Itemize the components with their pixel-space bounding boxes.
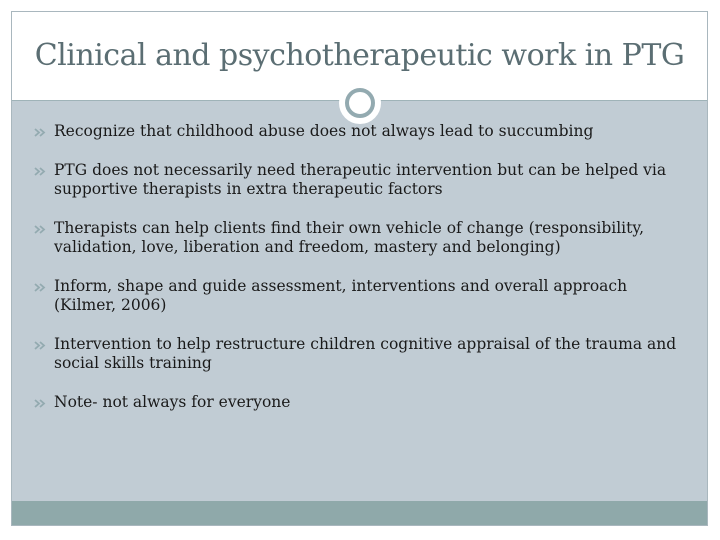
bullet-list bbox=[34, 122, 694, 432]
bullet-item bbox=[34, 277, 694, 315]
bullet-item bbox=[34, 122, 694, 141]
bullet-text: PTG does not necessarily need therapeutic intervention but can be helped via supportive therapists in extra therapeutic factors bbox=[54, 161, 667, 198]
double-arrow-bullet-icon bbox=[34, 128, 48, 137]
double-arrow-bullet-icon bbox=[34, 283, 48, 292]
bullet-text: Note- not always for everyone bbox=[54, 393, 291, 411]
bullet-text: Inform, shape and guide assessment, interventions and overall approach (Kilmer, 2006) bbox=[54, 277, 628, 314]
double-arrow-bullet-icon bbox=[34, 399, 48, 408]
double-arrow-bullet-icon bbox=[34, 341, 48, 350]
bullet-item bbox=[34, 219, 694, 257]
slide bbox=[11, 11, 708, 526]
bullet-item bbox=[34, 393, 694, 412]
footer-bar bbox=[12, 501, 707, 525]
bullet-item bbox=[34, 161, 694, 199]
bullet-item bbox=[34, 335, 694, 373]
bullet-text: Recognize that childhood abuse does not always lead to succumbing bbox=[54, 122, 594, 140]
double-arrow-bullet-icon bbox=[34, 167, 48, 176]
double-arrow-bullet-icon bbox=[34, 225, 48, 234]
circle-ornament-icon bbox=[339, 82, 381, 124]
bullet-text: Therapists can help clients find their own vehicle of change (responsibility, validation, love, liberation and freedom, mastery and belonging) bbox=[54, 219, 644, 256]
bullet-text: Intervention to help restructure children cognitive appraisal of the trauma and social skills training bbox=[54, 335, 677, 372]
slide-title: Clinical and psychotherapeutic work in PTG bbox=[34, 38, 685, 73]
circle-ornament-ring bbox=[345, 88, 375, 118]
